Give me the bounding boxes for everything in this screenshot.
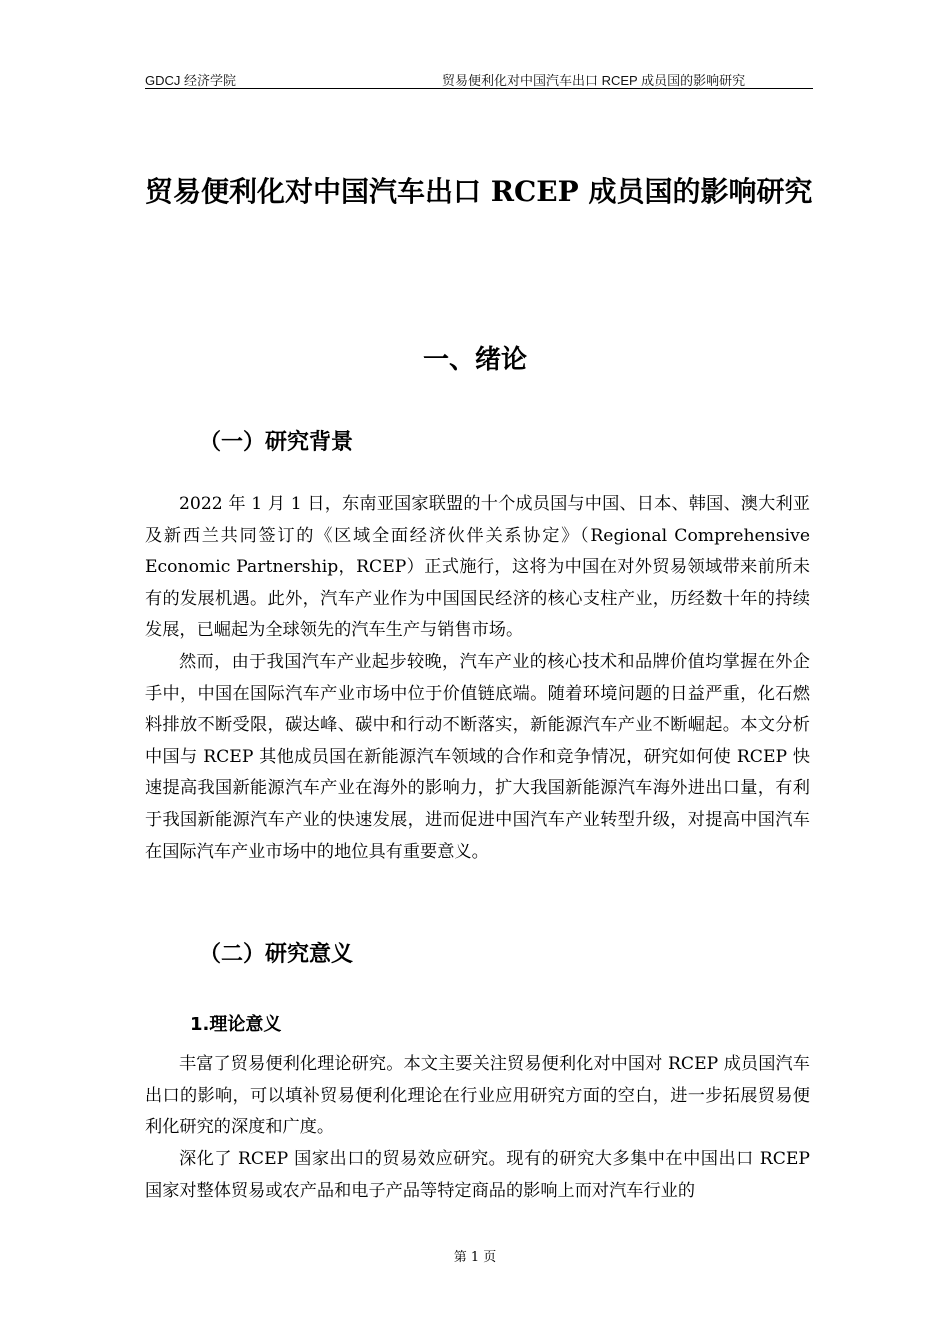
- section-heading-significance: （二）研究意义: [199, 942, 354, 967]
- paragraph-background-1: 2022 年 1 月 1 日，东南亚国家联盟的十个成员国与中国、日本、韩国、澳大利亚及新西兰共同签订的《区域全面经济伙伴关系协定》（Regional Comprehensive Economic Partnership，RCEP）正式施行，这将为中国在对外贸易领域带来前所未有的发展机遇。此外，汽车产业作为中国国民经济的核心支柱产业，历经数十年的持续发展，已崛起为全球领先的汽车生产与销售市场。: [145, 494, 810, 641]
- paragraph-theory-2: 深化了 RCEP 国家出口的贸易效应研究。现有的研究大多集中在中国出口 RCEP 国家对整体贸易或农产品和电子产品等特定商品的影响上而对汽车行业的: [145, 1149, 810, 1201]
- chapter-heading: 一、绪论: [422, 345, 527, 375]
- header-title: 贸易便利化对中国汽车出口 RCEP 成员国的影响研究: [442, 73, 746, 88]
- paragraph-theory-1: 丰富了贸易便利化理论研究。本文主要关注贸易便利化对中国对 RCEP 成员国汽车出口的影响，可以填补贸易便利化理论在行业应用研究方面的空白，进一步拓展贸易便利化研究的深度和广度。: [145, 1054, 810, 1138]
- section-heading-background: （一）研究背景: [199, 430, 354, 455]
- paragraph-background-2: 然而，由于我国汽车产业起步较晚，汽车产业的核心技术和品牌价值均掌握在外企手中，中国在国际汽车产业市场中位于价值链底端。随着环境问题的日益严重，化石燃料排放不断受限，碳达峰、碳中和行动不断落实，新能源汽车产业不断崛起。本文分析中国与 RCEP 其他成员国在新能源汽车领域的合作和竞争情况，研究如何使 RCEP 快速提高我国新能源汽车产业在海外的影响力，扩大我国新能源汽车海外进出口量，有利于我国新能源汽车产业的快速发展，进而促进中国汽车产业转型升级，对提高中国汽车在国际汽车产业市场中的地位具有重要意义。: [145, 652, 810, 862]
- running-header: [145, 68, 813, 89]
- document-title: 贸易便利化对中国汽车出口 RCEP 成员国的影响研究: [145, 175, 813, 208]
- header-institution: GDCJ 经济学院: [145, 73, 237, 88]
- page-number: 第 1 页: [453, 1250, 497, 1265]
- subsection-heading-theory: 1.理论意义: [190, 1014, 282, 1035]
